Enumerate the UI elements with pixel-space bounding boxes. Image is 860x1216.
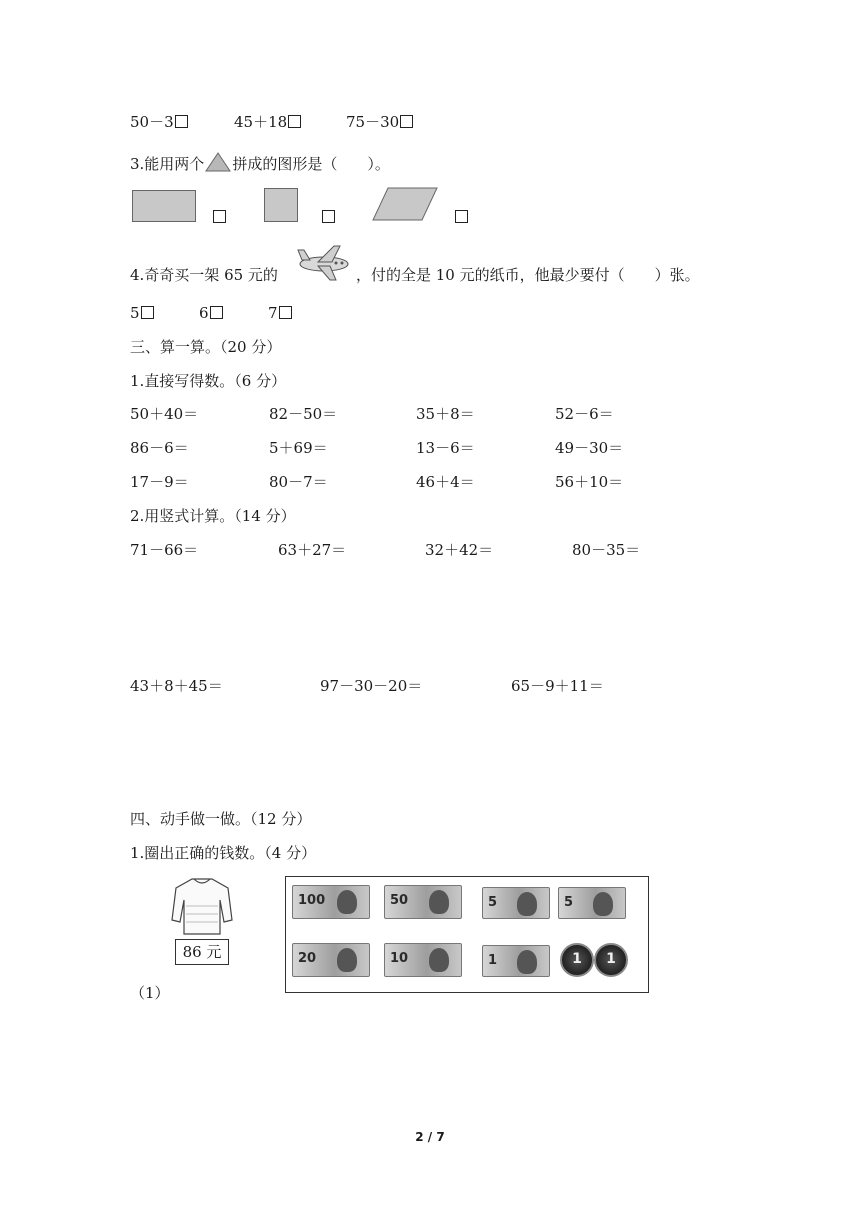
item-label: （1） bbox=[130, 984, 170, 1002]
section-3-title: 三、算一算。（20 分） bbox=[130, 338, 282, 356]
answer-checkbox[interactable] bbox=[455, 210, 468, 223]
oral-problem: 50＋40＝ bbox=[130, 405, 199, 423]
section-4-title: 四、动手做一做。（12 分） bbox=[130, 810, 312, 828]
q4-option-3: 7 bbox=[268, 303, 292, 323]
part-1-title: 1.圈出正确的钱数。（4 分） bbox=[130, 844, 317, 862]
banknote-1[interactable]: 1 bbox=[482, 945, 550, 977]
price-tag: 86 元 bbox=[175, 939, 229, 965]
answer-checkbox[interactable] bbox=[175, 115, 188, 128]
part-1-title: 1.直接写得数。（6 分） bbox=[130, 372, 287, 390]
banknote-100[interactable]: 100 bbox=[292, 885, 370, 919]
q4-option-2: 6 bbox=[199, 303, 223, 323]
vertical-problem: 71－66＝ bbox=[130, 541, 199, 559]
vertical-problem: 65－9＋11＝ bbox=[511, 677, 604, 695]
question-4-end: ，付的全是 10 元的纸币，他最少要付（ ）张。 bbox=[356, 266, 700, 284]
vertical-problem: 97－30－20＝ bbox=[320, 677, 423, 695]
oral-problem: 80－7＝ bbox=[269, 473, 328, 491]
vertical-problem: 63＋27＝ bbox=[278, 541, 347, 559]
rectangle-shape bbox=[132, 190, 196, 222]
money-box bbox=[285, 876, 649, 993]
vertical-problem: 43＋8＋45＝ bbox=[130, 677, 223, 695]
banknote-20[interactable]: 20 bbox=[292, 943, 370, 977]
question-3: 3.能用两个 拼成的图形是（ ）。 bbox=[130, 152, 390, 174]
answer-checkbox[interactable] bbox=[400, 115, 413, 128]
banknote-10[interactable]: 10 bbox=[384, 943, 462, 977]
answer-checkbox[interactable] bbox=[279, 306, 292, 319]
airplane-icon bbox=[296, 238, 354, 284]
answer-checkbox[interactable] bbox=[288, 115, 301, 128]
page-number: 2 / 7 bbox=[415, 1130, 445, 1144]
banknote-5[interactable]: 5 bbox=[558, 887, 626, 919]
oral-problem: 46＋4＝ bbox=[416, 473, 475, 491]
q2-option-1: 50－3 bbox=[130, 112, 188, 132]
q4-option-1: 5 bbox=[130, 303, 154, 323]
coin-1[interactable]: 1 bbox=[560, 943, 594, 977]
vertical-problem: 80－35＝ bbox=[572, 541, 641, 559]
oral-problem: 13－6＝ bbox=[416, 439, 475, 457]
banknote-5[interactable]: 5 bbox=[482, 887, 550, 919]
oral-problem: 56＋10＝ bbox=[555, 473, 624, 491]
oral-problem: 5＋69＝ bbox=[269, 439, 328, 457]
q2-option-3: 75－30 bbox=[346, 112, 413, 132]
part-2-title: 2.用竖式计算。（14 分） bbox=[130, 507, 296, 525]
answer-checkbox[interactable] bbox=[141, 306, 154, 319]
oral-problem: 17－9＝ bbox=[130, 473, 189, 491]
vertical-problem: 32＋42＝ bbox=[425, 541, 494, 559]
banknote-50[interactable]: 50 bbox=[384, 885, 462, 919]
square-shape bbox=[264, 188, 298, 222]
answer-checkbox[interactable] bbox=[322, 210, 335, 223]
sweater-icon bbox=[170, 876, 234, 936]
answer-checkbox[interactable] bbox=[213, 210, 226, 223]
oral-problem: 52－6＝ bbox=[555, 405, 614, 423]
coin-1[interactable]: 1 bbox=[594, 943, 628, 977]
q2-option-2: 45＋18 bbox=[234, 112, 301, 132]
parallelogram-shape bbox=[372, 187, 438, 221]
answer-checkbox[interactable] bbox=[210, 306, 223, 319]
question-4-start: 4.奇奇买一架 65 元的 bbox=[130, 266, 278, 284]
oral-problem: 35＋8＝ bbox=[416, 405, 475, 423]
oral-problem: 86－6＝ bbox=[130, 439, 189, 457]
triangle-icon bbox=[205, 152, 231, 172]
oral-problem: 82－50＝ bbox=[269, 405, 338, 423]
oral-problem: 49－30＝ bbox=[555, 439, 624, 457]
